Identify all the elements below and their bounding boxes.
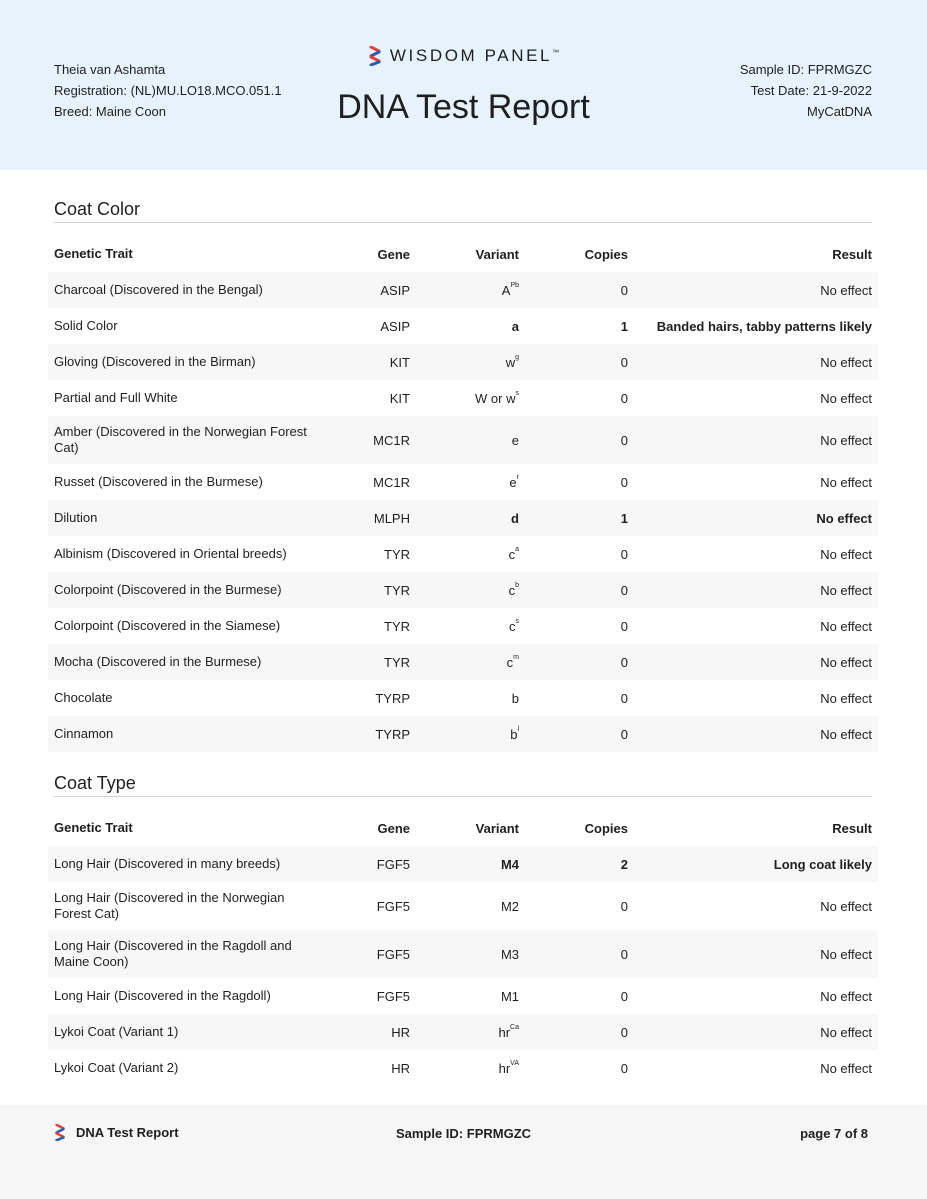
copies-cell-text: 0 [620, 1024, 628, 1040]
trait-cell-text: Russet (Discovered in the Burmese) [54, 474, 263, 489]
result-cell-text: No effect [816, 510, 872, 526]
trait-cell-text: Gloving (Discovered in the Birman) [54, 354, 256, 369]
gene-cell-text: MC1R [373, 432, 410, 448]
result-cell-text: No effect [820, 654, 872, 670]
gene-cell-text: TYR [384, 582, 410, 598]
copies-cell-text: 0 [620, 654, 628, 670]
variant-cell [416, 500, 525, 536]
column-header-gene: Gene [377, 246, 410, 262]
sample-id: Sample ID: FPRMGZC [739, 62, 872, 77]
trait-cell [48, 978, 318, 1014]
result-cell-text: Long coat likely [773, 856, 872, 872]
result-cell-text: No effect [820, 726, 872, 742]
copies-cell-text: 0 [620, 474, 628, 490]
column-header-variant: Variant [475, 246, 519, 262]
copies-cell-text: 0 [620, 582, 628, 598]
trait-cell-text: Charcoal (Discovered in the Bengal) [54, 282, 263, 297]
gene-cell-text: HR [391, 1060, 410, 1076]
result-cell [634, 930, 878, 978]
section-title-coat-color: Coat Color [54, 199, 141, 219]
page-number: page 7 of 8 [800, 1126, 868, 1141]
variant-cell [416, 716, 525, 752]
trait-cell-text: Mocha (Discovered in the Burmese) [54, 654, 262, 669]
column-header-trait: Genetic Trait [54, 820, 133, 835]
copies-cell-text: 0 [620, 618, 628, 634]
result-cell-text: No effect [820, 432, 872, 448]
section-divider [54, 796, 872, 797]
result-cell [634, 680, 878, 716]
trait-cell [48, 416, 318, 464]
result-cell [634, 536, 878, 572]
coat-color-table [48, 236, 878, 752]
result-cell-text: No effect [820, 898, 872, 914]
gene-cell-text: KIT [389, 354, 410, 370]
copies-cell-text: 2 [620, 856, 628, 872]
trait-cell-text: Colorpoint (Discovered in the Burmese) [54, 582, 282, 597]
trait-cell [48, 882, 318, 930]
gene-cell [318, 416, 416, 464]
gene-cell-text: TYRP [375, 690, 410, 706]
column-header-gene: Gene [377, 820, 410, 836]
result-cell-text: Banded hairs, tabby patterns likely [656, 318, 872, 334]
result-cell [634, 846, 878, 882]
variant-cell-text: M4 [500, 856, 519, 872]
wisdom-panel-logo-icon [368, 46, 382, 66]
variant-cell-text: M1 [500, 988, 519, 1004]
gene-cell [318, 308, 416, 344]
variant-cell [416, 978, 525, 1014]
test-date: Test Date: 21-9-2022 [750, 83, 872, 98]
result-cell [634, 272, 878, 308]
table-row [48, 846, 878, 882]
variant-superscript: s [515, 618, 519, 626]
variant-cell [416, 308, 525, 344]
trait-cell-text: Solid Color [54, 318, 118, 333]
variant-cell-text: c [508, 582, 516, 598]
gene-cell-text: TYR [384, 654, 410, 670]
result-cell [634, 1014, 878, 1050]
result-cell [634, 308, 878, 344]
table-row [48, 464, 878, 500]
trait-cell-text: Colorpoint (Discovered in the Siamese) [54, 618, 281, 633]
table-row [48, 1014, 878, 1050]
coat-type-table [48, 810, 878, 1086]
result-cell-text: No effect [820, 546, 872, 562]
gene-cell [318, 500, 416, 536]
result-cell-text: No effect [820, 690, 872, 706]
result-cell [634, 344, 878, 380]
trait-cell-text: Albinism (Discovered in Oriental breeds) [54, 546, 287, 561]
table-row [48, 644, 878, 680]
gene-cell [318, 536, 416, 572]
copies-cell [525, 536, 634, 572]
gene-cell-text: MC1R [373, 474, 410, 490]
copies-cell [525, 1014, 634, 1050]
trait-cell-text: Long Hair (Discovered in the Norwegian Forest Cat) [54, 890, 285, 921]
coat-type-rows [48, 846, 878, 1086]
copies-cell-text: 1 [620, 318, 628, 334]
registration: Registration: (NL)MU.LO18.MCO.051.1 [54, 83, 282, 98]
pet-name: Theia van Ashamta [54, 62, 166, 77]
copies-cell [525, 380, 634, 416]
table-row [48, 680, 878, 716]
variant-cell-text: M2 [500, 898, 519, 914]
trait-cell [48, 344, 318, 380]
column-header-result: Result [832, 246, 872, 262]
variant-cell-text: W or w [475, 390, 516, 406]
gene-cell [318, 846, 416, 882]
variant-superscript: g [515, 354, 519, 362]
trait-cell [48, 1014, 318, 1050]
section-title-coat-type: Coat Type [54, 773, 136, 793]
table-row [48, 978, 878, 1014]
result-cell [634, 716, 878, 752]
report-header [0, 0, 927, 170]
trait-cell [48, 716, 318, 752]
gene-cell [318, 644, 416, 680]
gene-cell [318, 978, 416, 1014]
variant-superscript: VA [510, 1060, 519, 1068]
gene-cell-text: FGF5 [376, 946, 410, 962]
gene-cell [318, 930, 416, 978]
gene-cell-text: KIT [389, 390, 410, 406]
variant-cell [416, 464, 525, 500]
variant-cell [416, 572, 525, 608]
variant-superscript: b [515, 582, 519, 590]
result-cell [634, 608, 878, 644]
copies-cell-text: 0 [620, 726, 628, 742]
variant-superscript: Ca [510, 1024, 519, 1032]
result-cell-text: No effect [820, 1024, 872, 1040]
gene-cell-text: TYR [384, 546, 410, 562]
table-header-row [48, 236, 878, 272]
variant-cell [416, 1014, 525, 1050]
variant-cell-text: hr [498, 1024, 511, 1040]
trait-cell-text: Cinnamon [54, 726, 114, 741]
table-row [48, 572, 878, 608]
variant-cell-text: c [509, 618, 516, 634]
trait-cell [48, 536, 318, 572]
gene-cell [318, 882, 416, 930]
copies-cell-text: 1 [620, 510, 628, 526]
table-row [48, 930, 878, 978]
trait-cell [48, 846, 318, 882]
variant-superscript: s [515, 390, 519, 398]
gene-cell-text: ASIP [380, 318, 410, 334]
table-row [48, 500, 878, 536]
result-cell-text: No effect [820, 582, 872, 598]
result-cell [634, 464, 878, 500]
column-header-copies: Copies [584, 820, 628, 836]
copies-cell [525, 344, 634, 380]
variant-cell [416, 1050, 525, 1086]
copies-cell-text: 0 [620, 390, 628, 406]
coat-color-rows [48, 272, 878, 752]
variant-cell [416, 680, 525, 716]
variant-superscript: m [513, 654, 519, 662]
copies-cell [525, 272, 634, 308]
column-header-result: Result [832, 820, 872, 836]
result-cell-text: No effect [820, 618, 872, 634]
trait-cell [48, 1050, 318, 1086]
trait-cell [48, 644, 318, 680]
copies-cell-text: 0 [620, 690, 628, 706]
table-row [48, 416, 878, 464]
variant-cell-text: c [508, 546, 516, 562]
table-row [48, 536, 878, 572]
trait-cell-text: Long Hair (Discovered in the Ragdoll and Maine Coon) [54, 938, 292, 969]
trait-cell-text: Long Hair (Discovered in many breeds) [54, 856, 281, 871]
sample-info [740, 59, 872, 122]
page-title: DNA Test Report [337, 88, 590, 126]
trait-cell-text: Chocolate [54, 690, 113, 705]
gene-cell [318, 680, 416, 716]
variant-superscript: a [515, 546, 519, 554]
table-row [48, 882, 878, 930]
variant-cell [416, 416, 525, 464]
variant-cell-text: M3 [500, 946, 519, 962]
variant-cell [416, 882, 525, 930]
result-cell [634, 500, 878, 536]
copies-cell [525, 930, 634, 978]
footer-report-name: DNA Test Report [76, 1125, 179, 1140]
copies-cell [525, 572, 634, 608]
gene-cell [318, 572, 416, 608]
table-row [48, 716, 878, 752]
table-row [48, 308, 878, 344]
gene-cell-text: FGF5 [376, 988, 410, 1004]
column-header-trait: Genetic Trait [54, 246, 133, 261]
table-row [48, 380, 878, 416]
result-cell [634, 644, 878, 680]
result-cell-text: No effect [820, 988, 872, 1004]
trait-cell [48, 380, 318, 416]
page-footer [0, 1105, 927, 1199]
variant-cell [416, 608, 525, 644]
trait-cell-text: Lykoi Coat (Variant 2) [54, 1060, 179, 1075]
gene-cell-text: FGF5 [376, 856, 410, 872]
trait-cell [48, 500, 318, 536]
variant-cell-text: a [511, 318, 519, 334]
trait-cell [48, 464, 318, 500]
gene-cell [318, 608, 416, 644]
gene-cell [318, 344, 416, 380]
copies-cell [525, 680, 634, 716]
variant-cell-text: w [505, 354, 516, 370]
table-row [48, 608, 878, 644]
variant-cell-text: A [501, 282, 511, 298]
trait-cell [48, 308, 318, 344]
copies-cell-text: 0 [620, 898, 628, 914]
trait-cell-text: Amber (Discovered in the Norwegian Forest Cat) [54, 424, 307, 455]
result-cell [634, 882, 878, 930]
gene-cell-text: FGF5 [376, 898, 410, 914]
copies-cell [525, 500, 634, 536]
copies-cell [525, 308, 634, 344]
copies-cell-text: 0 [620, 282, 628, 298]
result-cell-text: No effect [820, 354, 872, 370]
result-cell [634, 572, 878, 608]
copies-cell [525, 464, 634, 500]
breed: Breed: Maine Coon [54, 104, 167, 119]
copies-cell [525, 716, 634, 752]
variant-superscript: l [517, 726, 519, 734]
trait-cell-text: Lykoi Coat (Variant 1) [54, 1024, 179, 1039]
copies-cell [525, 608, 634, 644]
table-row [48, 344, 878, 380]
gene-cell-text: TYR [384, 618, 410, 634]
variant-cell [416, 344, 525, 380]
gene-cell [318, 464, 416, 500]
copies-cell [525, 846, 634, 882]
copies-cell-text: 0 [620, 988, 628, 1004]
copies-cell [525, 644, 634, 680]
result-cell [634, 1050, 878, 1086]
result-cell-text: No effect [820, 1060, 872, 1076]
gene-cell-text: HR [391, 1024, 410, 1040]
gene-cell [318, 1050, 416, 1086]
trait-cell-text: Partial and Full White [54, 390, 178, 405]
result-cell [634, 416, 878, 464]
variant-cell-text: c [506, 654, 514, 670]
result-cell [634, 978, 878, 1014]
variant-superscript: r [516, 474, 519, 482]
copies-cell [525, 1050, 634, 1086]
footer-sample-id: Sample ID: FPRMGZC [395, 1126, 532, 1141]
copies-cell-text: 0 [620, 946, 628, 962]
gene-cell [318, 716, 416, 752]
table-row [48, 272, 878, 308]
variant-superscript: Pb [510, 282, 519, 290]
variant-cell [416, 272, 525, 308]
table-row [48, 1050, 878, 1086]
gene-cell [318, 1014, 416, 1050]
variant-cell [416, 536, 525, 572]
gene-cell-text: MLPH [373, 510, 410, 526]
copies-cell-text: 0 [620, 354, 628, 370]
section-divider [54, 222, 872, 223]
trait-cell [48, 930, 318, 978]
trait-cell [48, 680, 318, 716]
trait-cell-text: Long Hair (Discovered in the Ragdoll) [54, 988, 271, 1003]
copies-cell-text: 0 [620, 1060, 628, 1076]
copies-cell-text: 0 [620, 546, 628, 562]
variant-cell-text: e [511, 432, 519, 448]
gene-cell-text: ASIP [380, 282, 410, 298]
variant-cell [416, 644, 525, 680]
variant-cell-text: e [509, 474, 517, 490]
gene-cell [318, 380, 416, 416]
product-name: MyCatDNA [806, 104, 872, 119]
brand-name: WISDOM PANEL™ [389, 46, 560, 65]
result-cell-text: No effect [820, 390, 872, 406]
copies-cell-text: 0 [620, 432, 628, 448]
result-cell-text: No effect [820, 282, 872, 298]
variant-cell [416, 930, 525, 978]
variant-cell-text: d [511, 510, 519, 526]
variant-cell-text: b [511, 690, 519, 706]
gene-cell-text: TYRP [375, 726, 410, 742]
variant-cell-text: b [510, 726, 518, 742]
variant-cell [416, 380, 525, 416]
trait-cell-text: Dilution [54, 510, 98, 525]
gene-cell [318, 272, 416, 308]
copies-cell [525, 978, 634, 1014]
result-cell [634, 380, 878, 416]
table-header-row [48, 810, 878, 846]
trait-cell [48, 272, 318, 308]
column-header-variant: Variant [475, 820, 519, 836]
copies-cell [525, 882, 634, 930]
result-cell-text: No effect [820, 474, 872, 490]
copies-cell [525, 416, 634, 464]
trait-cell [48, 608, 318, 644]
variant-cell-text: hr [498, 1060, 511, 1076]
trait-cell [48, 572, 318, 608]
variant-cell [416, 846, 525, 882]
result-cell-text: No effect [820, 946, 872, 962]
column-header-copies: Copies [584, 246, 628, 262]
